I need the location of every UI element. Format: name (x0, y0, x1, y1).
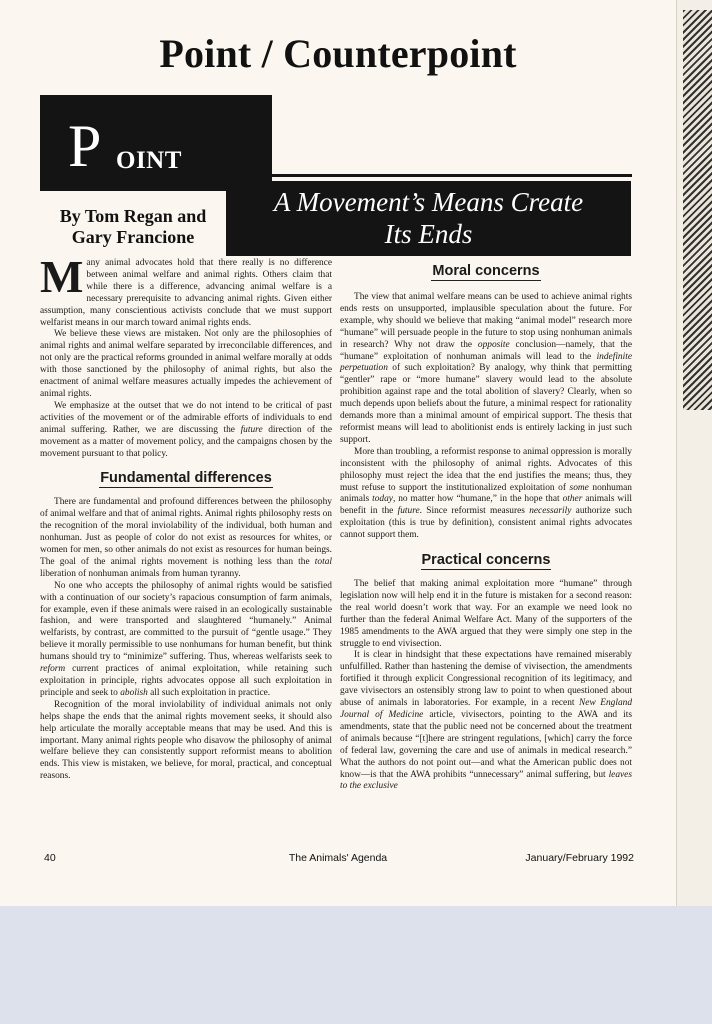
scan-background (0, 906, 712, 1024)
next-page-illustration (683, 10, 712, 410)
paragraph: No one who accepts the philosophy of animal rights would be satisfied with a continuation of our society’s rapacious consumption of farm animals, for example, even if these animals were raised in an ecologically sustainable fashion, and were transported and slaughtered “humanely.” Animal welfarists, by contrast, are committed to the pursuit of “gentle usage.” They believe it morally permissible to use nonhumans for human benefit, but think humans should try to “minimize” suffering. Thus, whereas welfarists seek to reform current practices of animal exploitation, while retaining such exploitation in principle, rights advocates oppose all such exploitation in principle and seek to abolish all such exploitation in practice. (40, 580, 332, 698)
paragraph: There are fundamental and profound differences between the philosophy of animal welfare and that of animal rights. Animal rights philosophy rests on the recognition of the moral inviolability of the individual, both human and nonhuman. Just as people of color do not exist as resources for whites, or women for men, so other animals do not exist as resources for human beings. The goal of the animal rights movement is nothing less than the total liberation of nonhuman animals from human tyranny. (40, 497, 332, 579)
left-column (40, 251, 332, 783)
paragraph: It is clear in hindsight that these expectations have remained miserably unfulfilled. Rather than hastening the demise of vivisection, the amendments fortified it through explicit Congressional recognition of its legitimacy, and gave vivisectors an ostensibly strong law to point to when questioned about abuse of animals in laboratories. For example, in a recent New England Journal of Medicine article, vivisectors, pointing to the AWA and its amendments, state that the public need not be concerned about the treatment of animals because “[t]here are stringent regulations, [which] carry the force of federal law, governing the care and use of animals in medical research.” What the authors do not point out—and what the American public does not know—is that the AWA prohibits “unnecessary” animal suffering, but leaves to the exclusive (340, 650, 633, 792)
section-heading-practical: Practical concerns (421, 552, 551, 569)
page-title: Point / Counterpoint (159, 31, 517, 76)
paragraph: The belief that making animal exploitation more “humane” through legislation now will help end it in the future is mistaken for a second reason: the real world doesn’t work that way. For an example we need look no further than the federal Animal Welfare Act. Many of the supporters of the 1985 amendments to the AWA argued that they were simply one step in the struggle to end vivisection. (340, 579, 632, 649)
headline-line-1: A Movement’s Means Create (273, 187, 584, 217)
point-initial: P (68, 113, 102, 179)
section-heading-moral: Moral concerns (432, 263, 540, 279)
drop-cap: M (40, 251, 84, 302)
byline (40, 206, 226, 248)
next-page-edge (676, 0, 712, 906)
byline-line-2: Gary Francione (71, 227, 195, 247)
headline-line-2: Its Ends (384, 219, 473, 249)
right-column (340, 258, 632, 793)
article-headline (226, 181, 631, 256)
paragraph: More than troubling, a reformist response to animal oppression is morally inconsistent with the philosophy of animal rights. Advocates of this philosophy must reject the idea that the end justifies the means; thus, they must refuse to support the institutionalized exploitation of some nonhuman animals today, no matter how “humane,” in the hope that other animals will benefit in the future. Since reformist measures necessarily authorize such exploitation (this is true by definition), consistent animal rights advocates cannot support them. (340, 446, 632, 541)
paragraph: Recognition of the moral inviolability of individual animals not only helps shape the ends that the animal rights movement seeks, it should also help articulate the morally acceptable means that may be used. And this is important. Many animal rights people who disavow the philosophy of animal welfare believe they can consistently support reformist means to abolition ends. This view is mistaken, we believe, for moral, practical, and conceptual reasons. (40, 699, 332, 782)
banner-rule-top (272, 174, 632, 177)
byline-line-1: By Tom Regan and (59, 206, 207, 226)
section-heading-fundamental: Fundamental differences (100, 470, 272, 487)
point-label: OINT (116, 147, 182, 174)
paragraph: The view that animal welfare means can be used to achieve animal rights ends rests on unsupported, implausible speculation about the future. For example, why should we believe that making “animal model” research more “humane” will persuade people in the future to stop using nonhuman animals in research? Why not draw the opposite conclusion—namely, that the “humane” exploitation of nonhuman animals will lead to the indefinite perpetuation of such exploitation? By analogy, why think that permitting “gentler” rape or “more humane” slavery would lead to the absolute prohibition against rape and the total abolition of slavery? Clearly, when so much depends upon beliefs about the future, a minimal respect for rationality demands more than a minimal amount of empirical support. The thesis that reformist means will lead to abolitionist ends is entirely lacking in just such support. (340, 292, 632, 445)
paragraph: We emphasize at the outset that we do not intend to be critical of past activities of the movement or of the admirable efforts of individuals to end animal suffering. Rather, we are discussing the future direction of the movement as a matter of movement policy, and the campaigns chosen by the movement pursuant to that policy. (40, 400, 332, 459)
page-number: 40 (44, 852, 56, 864)
publication-name: The Animals' Agenda (288, 852, 388, 864)
issue-date: January/February 1992 (525, 852, 634, 864)
paragraph: Many animal advocates hold that there really is no difference between animal welfare and animal rights. Others claim that while there is a difference, advancing animal welfare is a necessary prerequisite to advancing animal rights. Given either assumption, many conscientious activists conclude that we must support welfarist means in our march toward animal rights ends. (40, 251, 332, 328)
paragraph: We believe these views are mistaken. Not only are the philosophies of animal rights and animal welfare separated by irreconcilable differences, and not only are the practical reforms grounded in animal welfare morally at odds with those sanctioned by the philosophy of animal rights, but also the enactment of animal welfare measures actually impedes the achievement of animal rights. (40, 329, 332, 399)
